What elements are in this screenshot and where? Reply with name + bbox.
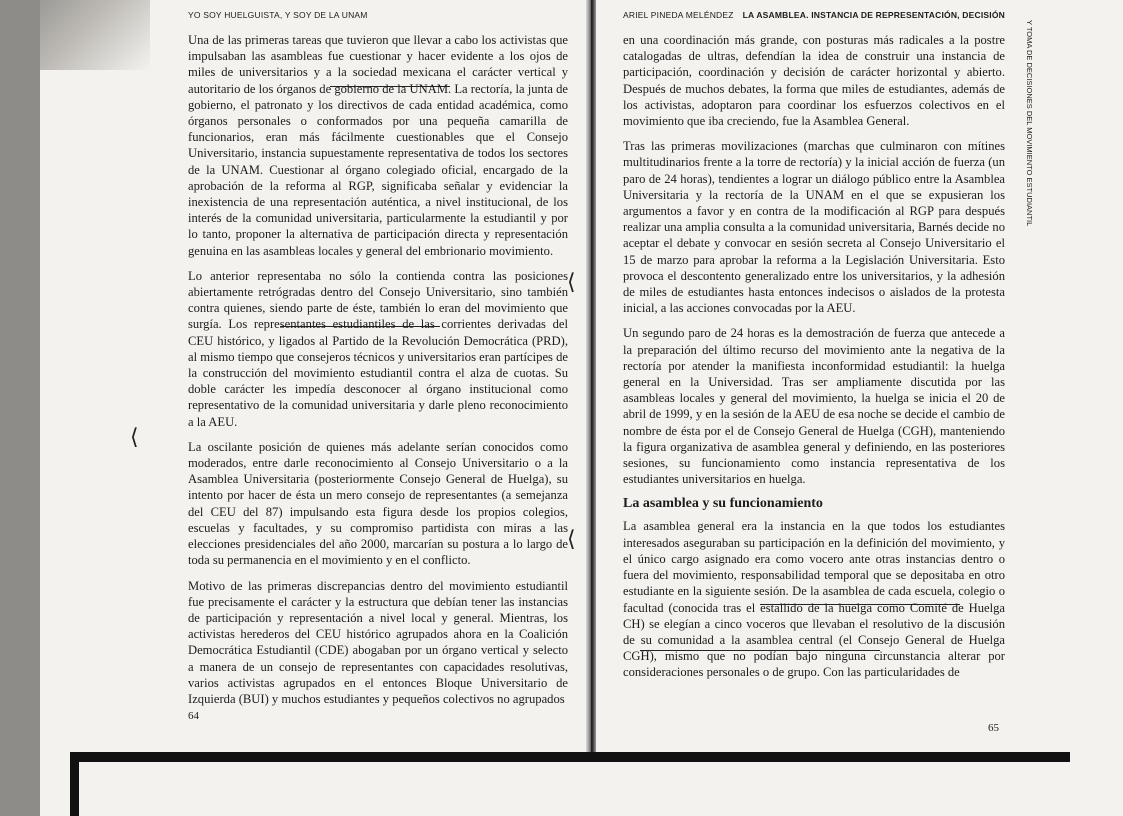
handwritten-bracket-mark: ⟨: [567, 527, 576, 552]
handwritten-underline: [280, 326, 440, 327]
book-spread: [40, 0, 1123, 816]
left-paragraph-2: Lo anterior representaba no sólo la contienda contra las posiciones abiertamente retrógradas dentro del Consejo Universitario, sino también contra quienes, siendo parte de éste, también lo eran del movimiento que surgía. Los representantes estudiantiles de las corrientes derivadas del CEU histórico, y ligados al Partido de la Revolución Democrática (PRD), al mismo tiempo que consejeros técnicos y universitarios eran partícipes de la construcción del movimiento estudiantil contra el alza de cuotas. Su doble carácter les impedía desconocer al órgano institucional como representativo de la comunidad universitaria y darle pleno reconocimiento a la AEU.: [188, 268, 568, 429]
scan-border-left: [70, 752, 79, 816]
page-corner-shadow: [40, 0, 150, 70]
right-running-head-chapter: LA ASAMBLEA. INSTANCIA DE REPRESENTACIÓN, DECISIÓN: [742, 10, 1005, 20]
left-paragraph-4: Motivo de las primeras discrepancias dentro del movimiento estudiantil fue precisamente el carácter y la estructura que debían tener las instancias de participación y representación a nivel local y general. Mientras, los activistas herederos del CEU histórico agrupados ahora en la Coalición Democrática Estudiantil (CDE) abogaban por un órgano vertical y selecto a manera de un consejo de representantes con capacidades resolutivas, varios activistas agrupados en el entonces Bloque Universitario de Izquierda (BUI) y muchos estudiantes y pequeños colectivos no agrupados: [188, 578, 568, 706]
scan-border-bottom: [70, 752, 1070, 762]
left-page-number: 64: [188, 710, 199, 722]
handwritten-underline: [330, 86, 450, 87]
right-page: [623, 10, 1005, 690]
right-page-number: 65: [988, 722, 999, 734]
right-paragraph-2: Tras las primeras movilizaciones (marchas que culminaron con mítines multitudinarios frente a la torre de rectoría) y la inicial acción de fuerza (un paro de 24 horas), tendientes a lograr un diálogo público entre la Asamblea Universitaria y la rectoría de la UNAM en el que se expusieran los argumentos a favor y en contra de la modificación al RGP para después realizar una amplia consulta a la comunidad universitaria, Barnés decide no aceptar el debate y convocar en sesión secreta al Consejo Universitario el 15 de marzo para aprobar la reforma a la Legislación Universitaria. Esto provoca el descontento generalizado entre los universitarios, y la adhesión de miles de estudiantes hasta entonces indecisos o aislados de la protesta inicial, a las acciones convocadas por la AEU.: [623, 139, 1005, 316]
right-running-head: [623, 10, 1005, 20]
right-paragraph-1: en una coordinación más grande, con posturas más radicales a la postre catalogadas de ultras, defendían la idea de construir una instancia de participación, coordinación y decisión de carácter horizontal y abierto. Después de muchos debates, la forma que miles de estudiantes, además de los activistas, adoptaron para coordinar los esfuerzos colectivos en el movimiento que iba creciendo, fue la Asamblea General.: [623, 33, 1005, 129]
handwritten-underline: [760, 604, 960, 605]
left-paragraph-3: La oscilante posición de quienes más adelante serían conocidos como moderados, entre darle reconocimiento al Consejo Universitario o a la Asamblea Universitaria (posteriormente Consejo General de Huelga), su intento por hacer de ésta un mero consejo de representantes (a semejanza del CEU del 87) impulsando esta figura desde los propios colegios, escuelas y facultades, y su compromiso partidista con miras a las elecciones presidenciales del año 2000, marcarían su postura a lo largo de toda su permanencia en el movimiento y en el conflicto.: [188, 439, 568, 568]
handwritten-bracket-mark: ⟨: [130, 425, 139, 450]
section-paragraph: La asamblea general era la instancia en la que todos los estudiantes interesados aseguraban su participación en la definición del movimiento, y el único cargo asignado era como vocero ante otras instancias dentro o fuera del movimiento, responsabilidad temporal que se depositaba en otro estudiante en la siguiente sesión. De la asamblea de cada escuela, colegio o facultad (conocida tras el estallido de la huelga como Comité de Huelga CH) se elegían a cinco voceros que llevaban el resolutivo de la discusión de su comunidad a la asamblea central (el Consejo General de Huelga CGH), mismo que no podían bajo ninguna circunstancia alterar por consideraciones personales o de grupo. Con las particularidades de: [623, 519, 1005, 680]
vertical-chapter-title-text: Y TOMA DE DECISIONES DEL MOVIMIENTO ESTUDIANTIL: [1025, 20, 1034, 227]
left-paragraph-1: Una de las primeras tareas que tuvieron que llevar a cabo los activistas que impulsaban las asambleas fue cuestionar y hacer evidente a los ojos de miles de universitarios y a la sociedad mexicana el carácter vertical y autoritario de los órganos de gobierno de la UNAM. La rectoría, la junta de gobierno, el patronato y los directivos de cada entidad académica, como órganos personales o conformados por una pequeña camarilla de funcionarios, eran más fácilmente cuestionables que el Consejo Universitario, instancia supuestamente representativa de todos los sectores de la UNAM. Cuestionar al órgano colegiado oficial, encargado de la aprobación de la reforma al RGP, significaba señalar y evidenciar la inexistencia de una representación auténtica, a nivel institucional, de los interés de la comunidad universitaria, particularmente la estudiantil y por lo tanto, proponer la alternativa de participación directa y representación genuina en las asambleas locales y general del embrionario movimiento.: [188, 33, 568, 258]
right-paragraph-3: Un segundo paro de 24 horas es la demostración de fuerza que antecede a la preparación del último recurso del movimiento ante la negativa de la rectoría por atender la manifiesta inconformidad estudiantil: la huelga general en la Universidad. Tras ser ampliamente discutida por las asambleas locales y general del movimiento, la huelga se inicia el 20 de abril de 1999, y en la sesión de la AEU de esa noche se decide el cambio de nombre de ésta por el de Consejo General de Huelga (CGH), manteniendo la figura organizativa de asamblea general y definiendo, en las posteriores sesiones, su funcionamiento como instancia representativa de los estudiantes universitarios en huelga.: [623, 326, 1005, 487]
left-running-head: YO SOY HUELGUISTA, Y SOY DE LA UNAM: [188, 10, 368, 20]
vertical-chapter-title: [1022, 20, 1036, 300]
left-page: [188, 10, 568, 716]
section-heading: La asamblea y su funcionamiento: [623, 496, 823, 512]
right-running-head-author: ARIEL PINEDA MELÉNDEZ: [623, 10, 734, 20]
book-gutter: [586, 0, 596, 760]
handwritten-underline: [640, 650, 880, 651]
handwritten-bracket-mark: ⟨: [567, 270, 576, 295]
